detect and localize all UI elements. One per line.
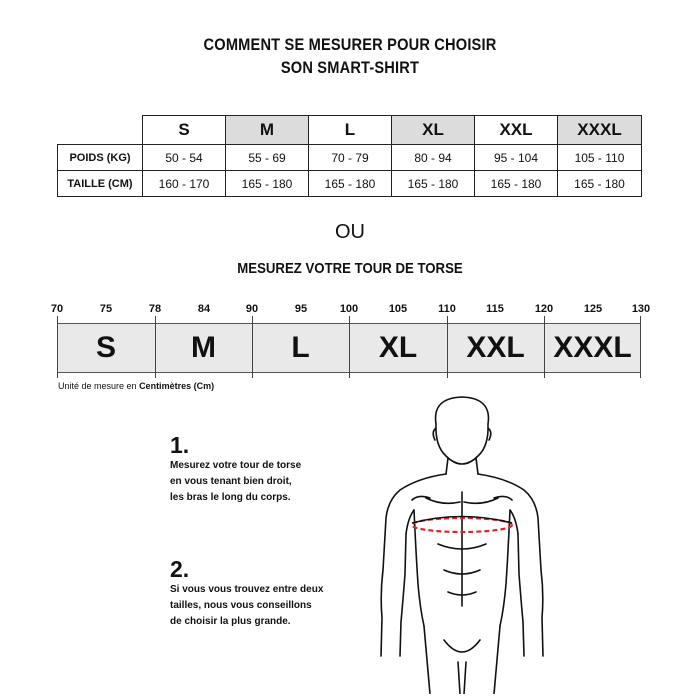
table-row	[58, 171, 642, 197]
scale-divider	[252, 316, 253, 378]
step-text-line: Mesurez votre tour de torse	[170, 460, 302, 471]
title-line-1: COMMENT SE MESURER POUR CHOISIR	[203, 35, 497, 54]
table-cell: 165 - 180	[558, 171, 642, 197]
scale-tick: 90	[245, 303, 259, 315]
scale-tick-labels	[0, 303, 700, 319]
scale-segment-m: M	[191, 331, 216, 364]
size-table	[57, 115, 642, 197]
table-row	[58, 145, 642, 171]
scale-tick: 105	[388, 303, 408, 315]
table-corner	[58, 116, 143, 145]
scale-tick: 110	[438, 303, 456, 315]
scale-tick: 115	[486, 303, 504, 315]
section-subtitle: MESUREZ VOTRE TOUR DE TORSE	[237, 260, 463, 277]
column-header-xxl: XXL	[475, 116, 558, 145]
table-cell: 70 - 79	[309, 145, 392, 171]
scale-divider	[349, 316, 350, 378]
step-number: 2.	[170, 556, 190, 582]
column-header-xl: XL	[392, 116, 475, 145]
title-line-2: SON SMART-SHIRT	[280, 58, 420, 77]
table-cell: 165 - 180	[475, 171, 558, 197]
row-label-height: TAILLE (CM)	[58, 171, 143, 197]
scale-divider	[155, 316, 156, 378]
unit-note-unit: Centimètres (Cm)	[139, 381, 215, 391]
or-separator: OU	[335, 221, 365, 243]
step-2	[170, 556, 323, 630]
column-header-xxxl: XXXL	[558, 116, 642, 145]
step-number: 1.	[170, 432, 190, 458]
table-cell: 50 - 54	[143, 145, 226, 171]
scale-tick: 120	[534, 303, 554, 315]
column-header-s: S	[143, 116, 226, 145]
scale-segment-l: L	[291, 331, 310, 364]
step-text-line: Si vous vous trouvez entre deux	[170, 584, 324, 595]
table-cell: 95 - 104	[475, 145, 558, 171]
scale-tick: 95	[294, 303, 308, 315]
table-cell: 165 - 180	[226, 171, 309, 197]
scale-tick: 100	[339, 303, 359, 315]
step-text-line: tailles, nous vous conseillons	[170, 600, 312, 611]
scale-divider	[447, 316, 448, 378]
step-text-line: en vous tenant bien droit,	[170, 476, 292, 487]
unit-note-prefix: Unité de mesure en	[58, 381, 137, 391]
table-cell: 105 - 110	[558, 145, 642, 171]
torso-size-scale	[57, 323, 641, 373]
column-header-m: M	[226, 116, 309, 145]
page-title	[49, 33, 651, 79]
column-header-l: L	[309, 116, 392, 145]
scale-segment-xxxl: XXXL	[553, 331, 632, 364]
scale-divider	[57, 316, 58, 378]
scale-tick: 70	[50, 303, 64, 315]
scale-tick: 125	[583, 303, 603, 315]
scale-segment-xxl: XXL	[466, 331, 525, 364]
row-label-weight: POIDS (KG)	[58, 145, 143, 171]
step-1	[170, 432, 301, 506]
table-cell: 165 - 180	[392, 171, 475, 197]
scale-tick: 75	[99, 303, 113, 315]
unit-note	[58, 381, 214, 391]
scale-segment-xl: XL	[378, 331, 418, 364]
size-table-header-row	[58, 116, 642, 145]
scale-segment-s: S	[95, 331, 116, 364]
table-cell: 80 - 94	[392, 145, 475, 171]
step-text-line: de choisir la plus grande.	[170, 616, 291, 627]
scale-tick: 84	[197, 303, 211, 315]
table-cell: 165 - 180	[309, 171, 392, 197]
scale-divider	[544, 316, 545, 378]
human-body-outline-icon	[372, 394, 552, 694]
scale-tick: 78	[148, 303, 162, 315]
table-cell: 160 - 170	[143, 171, 226, 197]
step-text-line: les bras le long du corps.	[170, 492, 291, 503]
scale-divider	[640, 316, 641, 378]
table-cell: 55 - 69	[226, 145, 309, 171]
scale-tick: 130	[631, 303, 651, 315]
